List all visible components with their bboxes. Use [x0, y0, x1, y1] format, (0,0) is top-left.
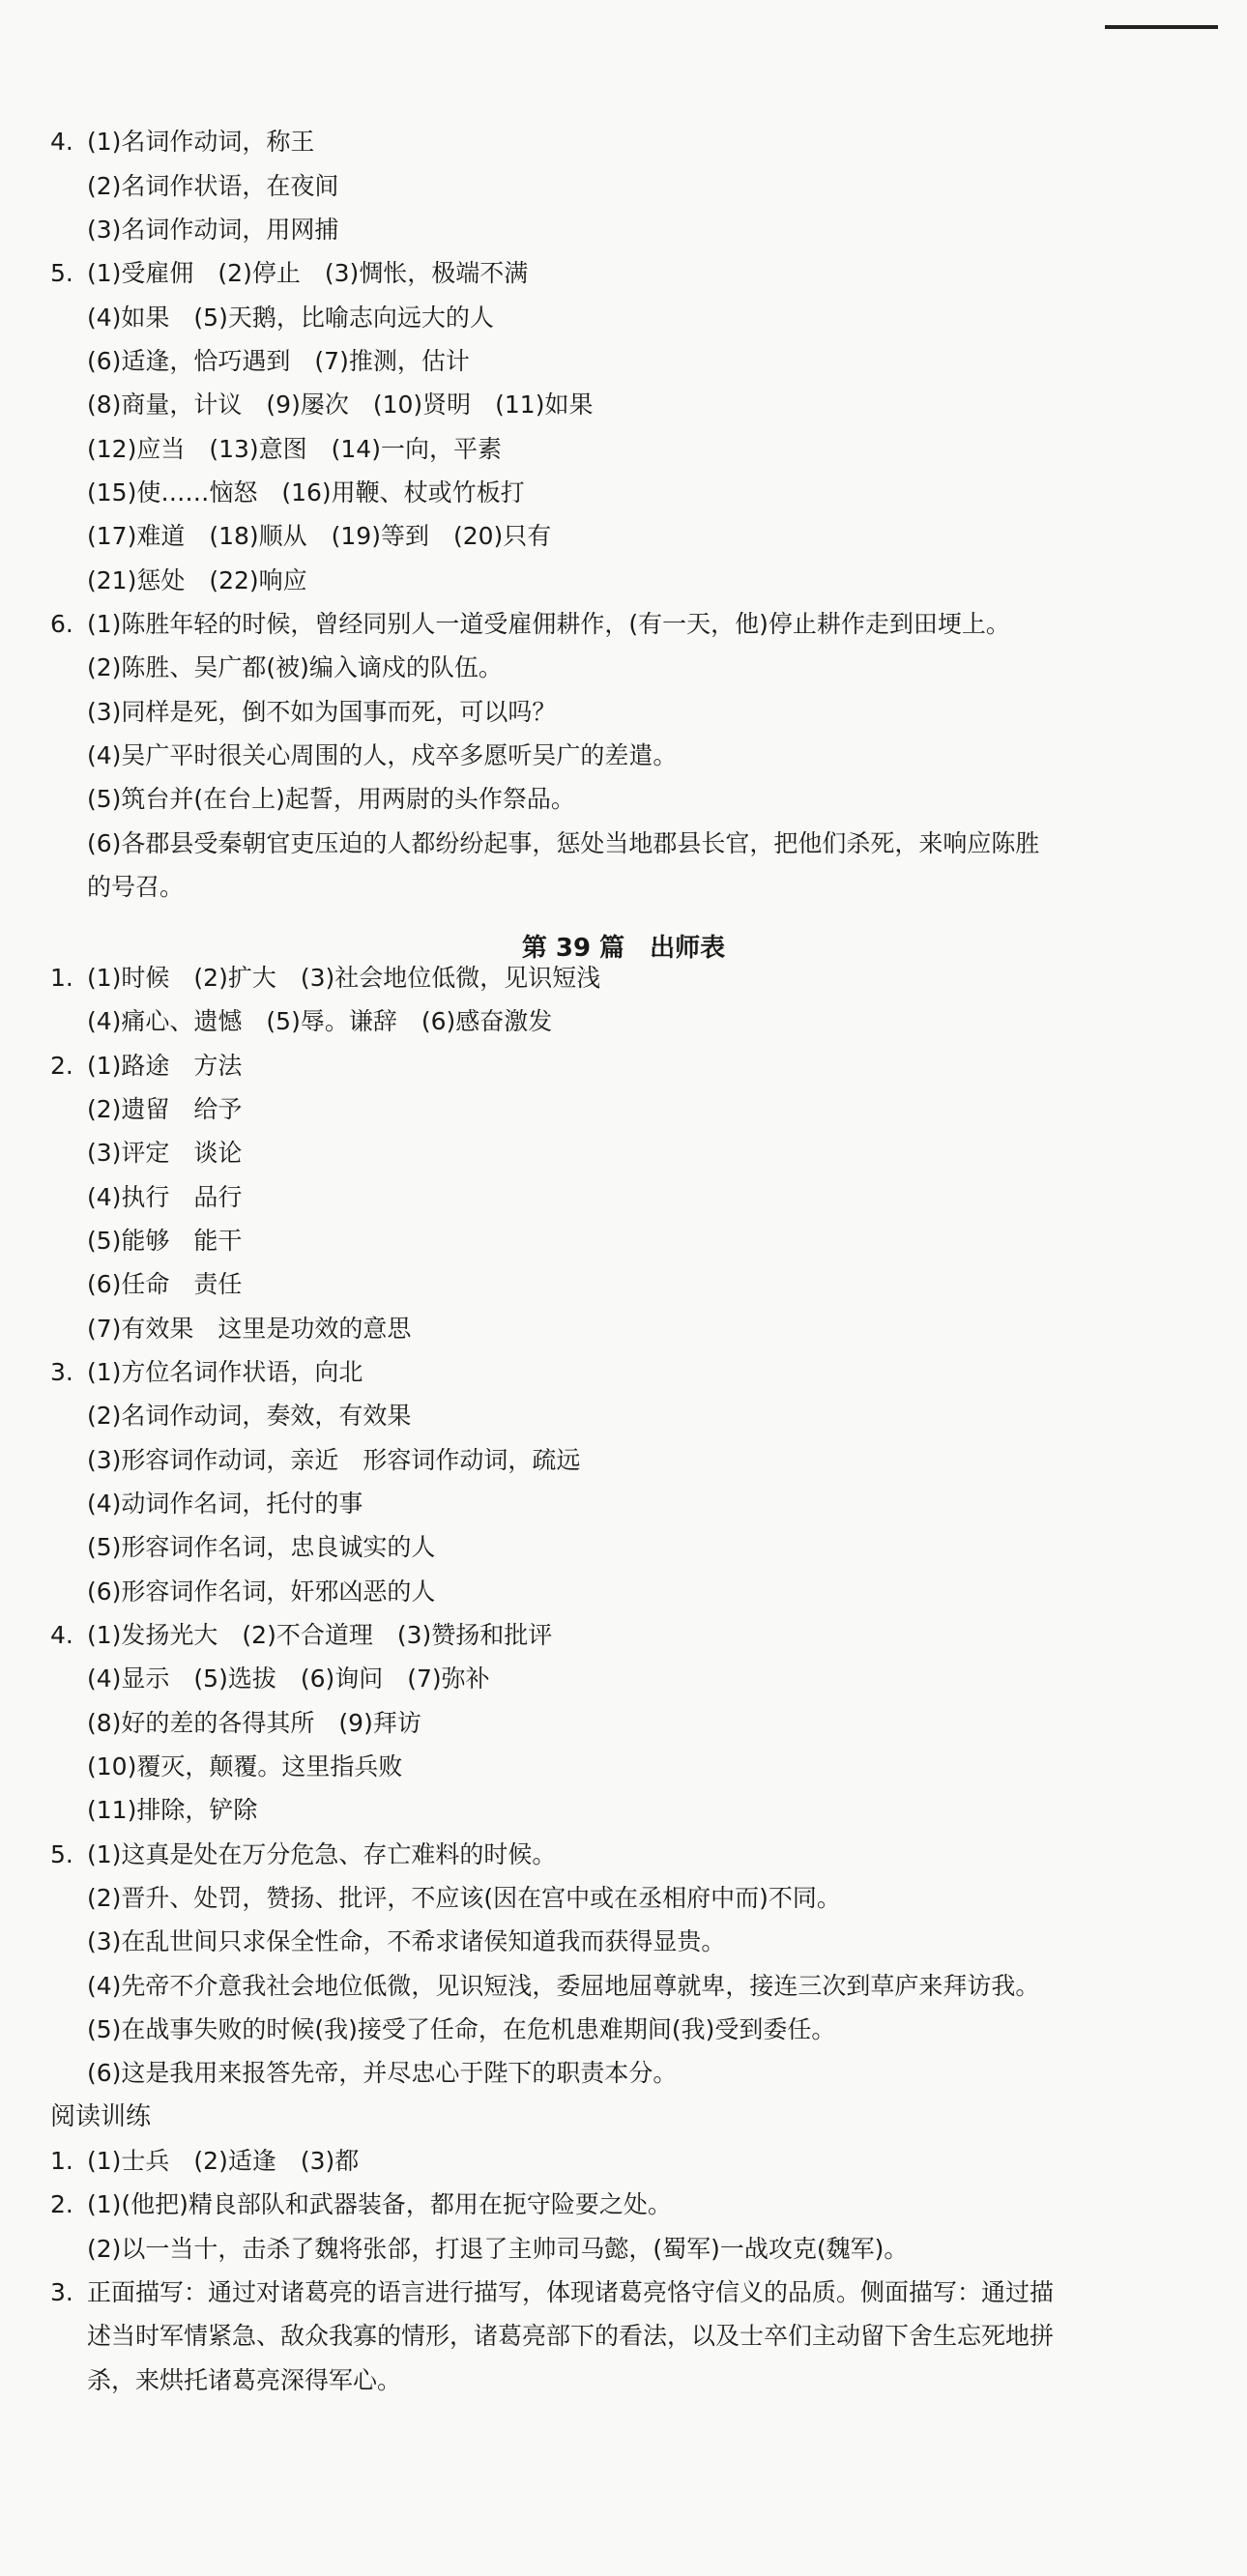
question-number: 1.: [50, 964, 73, 992]
question-number: 1.: [50, 2147, 73, 2175]
answer-text: (2)遗留 给予: [87, 1095, 243, 1123]
answer-text: 的号召。: [87, 873, 185, 901]
answer-text: (4)吴广平时很关心周围的人，戍卒多愿听吴广的差遣。: [87, 741, 678, 769]
answer-text: (1)发扬光大 (2)不合道理 (3)赞扬和批评: [87, 1621, 553, 1649]
answer-text: (2)名词作动词，奏效，有效果: [87, 1402, 412, 1430]
answer-text: (1)受雇佣 (2)停止 (3)惆怅，极端不满: [87, 259, 529, 287]
answer-text: (10)覆灭，颠覆。这里指兵败: [87, 1752, 403, 1780]
answer-text: (6)各郡县受秦朝官吏压迫的人都纷纷起事，惩处当地郡县长官，把他们杀死，来响应陈胜: [87, 829, 1040, 857]
answer-text: 杀，来烘托诸葛亮深得军心。: [87, 2366, 402, 2394]
question-number: 6.: [50, 610, 73, 638]
top-rule: [1105, 25, 1218, 29]
question-number: 3.: [50, 2278, 73, 2306]
answer-text: (4)如果 (5)天鹅，比喻志向远大的人: [87, 304, 494, 332]
answer-text: (1)(他把)精良部队和武器装备，都用在扼守险要之处。: [87, 2190, 672, 2218]
answer-text: (7)有效果 这里是功效的意思: [87, 1315, 412, 1343]
section-title: 第 39 篇 出师表: [521, 934, 726, 963]
answer-text: (5)能够 能干: [87, 1227, 243, 1255]
answer-text: (1)名词作动词，称王: [87, 128, 315, 156]
answer-text: (1)方位名词作状语，向北: [87, 1358, 363, 1386]
question-number: 4.: [50, 128, 73, 156]
answer-text: (17)难道 (18)顺从 (19)等到 (20)只有: [87, 522, 552, 550]
answer-text: (3)在乱世间只求保全性命，不希求诸侯知道我而获得显贵。: [87, 1927, 726, 1955]
answer-text: (6)这是我用来报答先帝，并尽忠心于陛下的职责本分。: [87, 2059, 678, 2087]
answer-text: (4)痛心、遗憾 (5)辱。谦辞 (6)感奋激发: [87, 1007, 553, 1035]
answer-text: (4)执行 品行: [87, 1183, 243, 1211]
answer-text: (8)好的差的各得其所 (9)拜访: [87, 1709, 421, 1737]
answer-text: (3)名词作动词，用网捕: [87, 216, 339, 244]
answer-text: (2)名词作状语，在夜间: [87, 172, 339, 200]
answer-text: 正面描写：通过对诸葛亮的语言进行描写，体现诸葛亮恪守信义的品质。侧面描写：通过描: [87, 2278, 1055, 2306]
answer-text: (1)士兵 (2)适逢 (3)都: [87, 2147, 360, 2175]
answer-text: (6)形容词作名词，奸邪凶恶的人: [87, 1577, 436, 1606]
answer-text: (2)以一当十，击杀了魏将张郃，打退了主帅司马懿，(蜀军)一战攻克(魏军)。: [87, 2235, 909, 2263]
answer-text: (15)使……恼怒 (16)用鞭、杖或竹板打: [87, 478, 525, 507]
question-number: 2.: [50, 2190, 73, 2218]
answer-text: (3)评定 谈论: [87, 1139, 243, 1167]
answer-text: (5)形容词作名词，忠良诚实的人: [87, 1533, 436, 1561]
answer-text: (1)路途 方法: [87, 1052, 243, 1080]
answer-text: (8)商量，计议 (9)屡次 (10)贤明 (11)如果: [87, 391, 594, 419]
answer-text: (1)时候 (2)扩大 (3)社会地位低微，见识短浅: [87, 964, 601, 992]
reading-heading: 阅读训练: [50, 2102, 152, 2131]
answer-text: (21)惩处 (22)响应: [87, 566, 307, 594]
answer-text: (2)陈胜、吴广都(被)编入谪戍的队伍。: [87, 653, 503, 681]
question-number: 4.: [50, 1621, 73, 1649]
answer-text: (6)任命 责任: [87, 1270, 243, 1298]
question-number: 5.: [50, 259, 73, 287]
question-number: 2.: [50, 1052, 73, 1080]
question-number: 3.: [50, 1358, 73, 1386]
answer-text: (1)这真是处在万分危急、存亡难料的时候。: [87, 1840, 557, 1868]
answer-text: (4)先帝不介意我社会地位低微，见识短浅，委屈地屈尊就卑，接连三次到草庐来拜访我。: [87, 1972, 1040, 2000]
answer-text: (3)同样是死，倒不如为国事而死，可以吗？: [87, 698, 557, 726]
answer-text: (5)在战事失败的时候(我)接受了任命，在危机患难期间(我)受到委任。: [87, 2015, 836, 2043]
answer-text: (1)陈胜年轻的时候，曾经同别人一道受雇佣耕作，(有一天，他)停止耕作走到田埂上。: [87, 610, 1010, 638]
answer-text: (5)筑台并(在台上)起誓，用两尉的头作祭品。: [87, 785, 575, 813]
answer-text: (2)晋升、处罚，赞扬、批评，不应该(因在宫中或在丞相府中而)不同。: [87, 1884, 841, 1912]
answer-text: 述当时军情紧急、敌众我寡的情形，诸葛亮部下的看法，以及士卒们主动留下舍生忘死地拼: [87, 2322, 1055, 2350]
answer-text: (4)动词作名词，托付的事: [87, 1490, 363, 1518]
answer-text: (3)形容词作动词，亲近 形容词作动词，疏远: [87, 1446, 581, 1474]
answer-text: (4)显示 (5)选拔 (6)询问 (7)弥补: [87, 1664, 490, 1693]
question-number: 5.: [50, 1840, 73, 1868]
answer-text: (12)应当 (13)意图 (14)一向，平素: [87, 435, 502, 463]
answer-text: (11)排除，铲除: [87, 1796, 258, 1824]
answer-text: (6)适逢，恰巧遇到 (7)推测，估计: [87, 347, 470, 375]
